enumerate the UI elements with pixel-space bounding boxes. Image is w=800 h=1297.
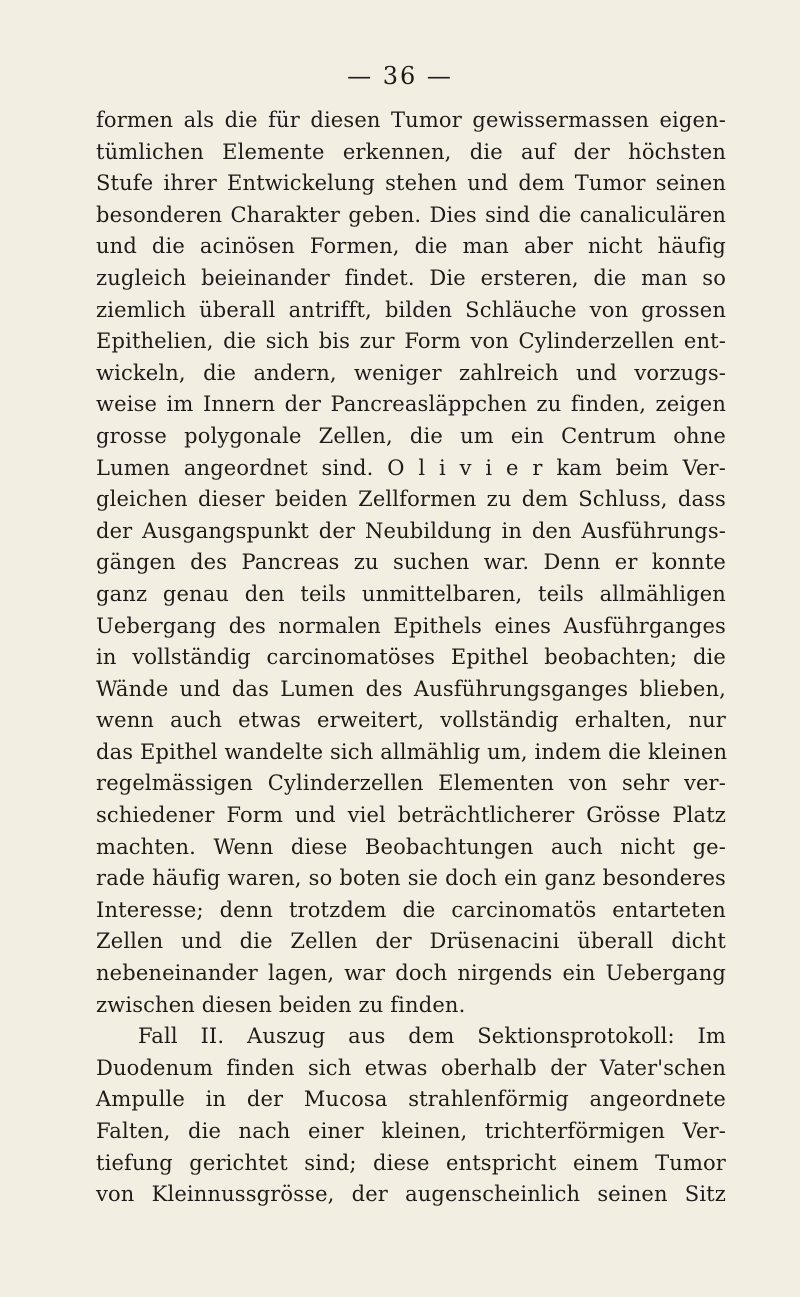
text-line-4: besonderen Charakter geben. Dies sind die canaliculären — [96, 202, 726, 227]
page-number: — 36 — — [347, 62, 453, 90]
text-line-29: zwischen diesen beiden zu finden. — [96, 992, 466, 1017]
text-line-10: weise im Innern der Pancreasläppchen zu finden, zeigen — [96, 392, 726, 417]
text-line-26: Interesse; denn trotzdem die carcinomatös entarteten — [96, 897, 726, 922]
text-line-8: Epithelien, die sich bis zur Form von Cylinderzellen ent- — [96, 329, 726, 354]
text-line-35: von Kleinnussgrösse, der augenscheinlich seinen Sitz — [96, 1182, 726, 1207]
body-text — [96, 105, 726, 1211]
text-line-7: ziemlich überall antrifft, bilden Schläuche von grossen — [96, 297, 726, 322]
text-line-13: gleichen dieser beiden Zellformen zu dem Schluss, dass — [96, 487, 726, 512]
text-line-28: nebeneinander lagen, war doch nirgends ein Uebergang — [96, 961, 726, 986]
text-line-20: wenn auch etwas erweitert, vollständig erhalten, nur — [96, 708, 726, 733]
text-line-6: zugleich beieinander findet. Die ersteren, die man so — [96, 265, 726, 290]
text-line-5: und die acinösen Formen, die man aber nicht häufig — [96, 234, 726, 259]
text-line-9: wickeln, die andern, weniger zahlreich und vorzugs- — [96, 360, 726, 385]
text-line-21: das Epithel wandelte sich allmählig um, indem die kleinen — [96, 739, 728, 764]
text-line-30: Fall II. Auszug aus dem Sektionsprotokoll: Im — [138, 1024, 726, 1049]
text-line-31: Duodenum finden sich etwas oberhalb der Vater'schen — [96, 1055, 726, 1080]
text-line-24: machten. Wenn diese Beobachtungen auch nicht ge- — [96, 834, 726, 859]
text-line-16: ganz genau den teils unmittelbaren, teils allmähligen — [96, 581, 726, 606]
text-line-32: Ampulle in der Mucosa strahlenförmig angeordnete — [96, 1087, 726, 1112]
text-line-25: rade häufig waren, so boten sie doch ein ganz besonderes — [96, 866, 726, 891]
text-line-3: Stufe ihrer Entwickelung stehen und dem Tumor seinen — [96, 171, 726, 196]
text-line-1: formen als die für diesen Tumor gewissermassen eigen- — [96, 108, 726, 132]
text-line-11: grosse polygonale Zellen, die um ein Centrum ohne — [96, 423, 726, 448]
text-line-14: der Ausgangspunkt der Neubildung in den Ausführungs- — [96, 518, 726, 543]
text-line-22: regelmässigen Cylinderzellen Elementen von sehr ver- — [96, 771, 726, 796]
text-line-23: schiedener Form und viel beträchtlicherer Grösse Platz — [96, 803, 726, 828]
text-line-2: tümlichen Elemente erkennen, die auf der höchsten — [96, 139, 726, 164]
text-line-34: tiefung gerichtet sind; diese entspricht einem Tumor — [96, 1150, 726, 1175]
text-line-17: Uebergang des normalen Epithels eines Ausführganges — [96, 613, 726, 638]
text-line-12: Lumen angeordnet sind. O l i v i e r kam beim Ver- — [96, 455, 726, 480]
text-line-18: in vollständig carcinomatöses Epithel beobachten; die — [96, 645, 726, 670]
text-line-33: Falten, die nach einer kleinen, trichterförmigen Ver- — [96, 1119, 726, 1143]
text-line-27: Zellen und die Zellen der Drüsenacini überall dicht — [96, 929, 726, 954]
text-line-19: Wände und das Lumen des Ausführungsganges blieben, — [96, 676, 726, 701]
text-line-15: gängen des Pancreas zu suchen war. Denn er konnte — [96, 550, 726, 575]
